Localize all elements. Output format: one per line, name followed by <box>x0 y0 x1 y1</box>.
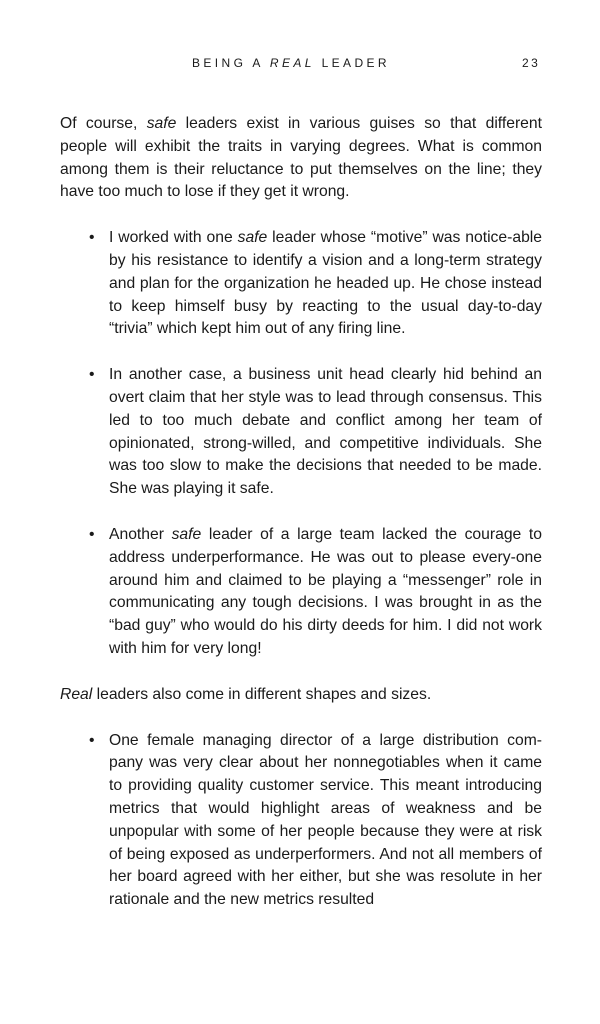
title-part-after: LEADER <box>314 56 390 70</box>
running-head-title <box>192 56 390 70</box>
list-item: • Another safe leader of a large team lacked the courage to address underperformance. He was out to please every-one around him and claimed to be playing a “messenger” role in communicating any tough decisions. I was brought in as the “bad guy” who would do his dirty deeds for him. I did not work with him for very long! <box>109 524 542 661</box>
list-item: • In another case, a business unit head clearly hid behind an overt claim that her style was to lead through consensus. This led to too much debate and conflict among her team of opinionated, strong-willed, and competitive individuals. She was too slow to make the decisions that needed to be made. She was playing it safe. <box>109 364 542 501</box>
page-body <box>60 113 542 935</box>
list-item: • One female managing director of a large distribution com-pany was very clear about her nonnegotiables when it came to providing quality customer service. This meant introducing metrics that would highlight areas of weakness and be unpopular with some of her people because they were at risk of being exposed as underperformers. And not all members of her board agreed with her either, but she was resolute in her rationale and the new metrics resulted <box>109 730 542 912</box>
title-part-before: BEING A <box>192 56 270 70</box>
page-number: 23 <box>522 56 541 70</box>
intro-paragraph: Of course, safe leaders exist in various guises so that different people will exhibit the traits in varying degrees. What is common among them is their reluctance to put themselves on the line; they have too much to lose if they get it wrong. <box>60 115 542 201</box>
real-leaders-paragraph: Real leaders also come in different shapes and sizes. <box>60 685 432 703</box>
title-part-emphasis: REAL <box>269 56 315 70</box>
real-leader-examples <box>60 730 542 912</box>
safe-leader-examples <box>60 227 542 661</box>
list-item: • I worked with one safe leader whose “motive” was notice-able by his resistance to identify a vision and a long-term strategy and plan for the organization he headed up. He chose instead to keep himself busy by reacting to the usual day-to-day “trivia” which kept him out of any firing line. <box>109 227 542 341</box>
running-head <box>0 56 600 72</box>
